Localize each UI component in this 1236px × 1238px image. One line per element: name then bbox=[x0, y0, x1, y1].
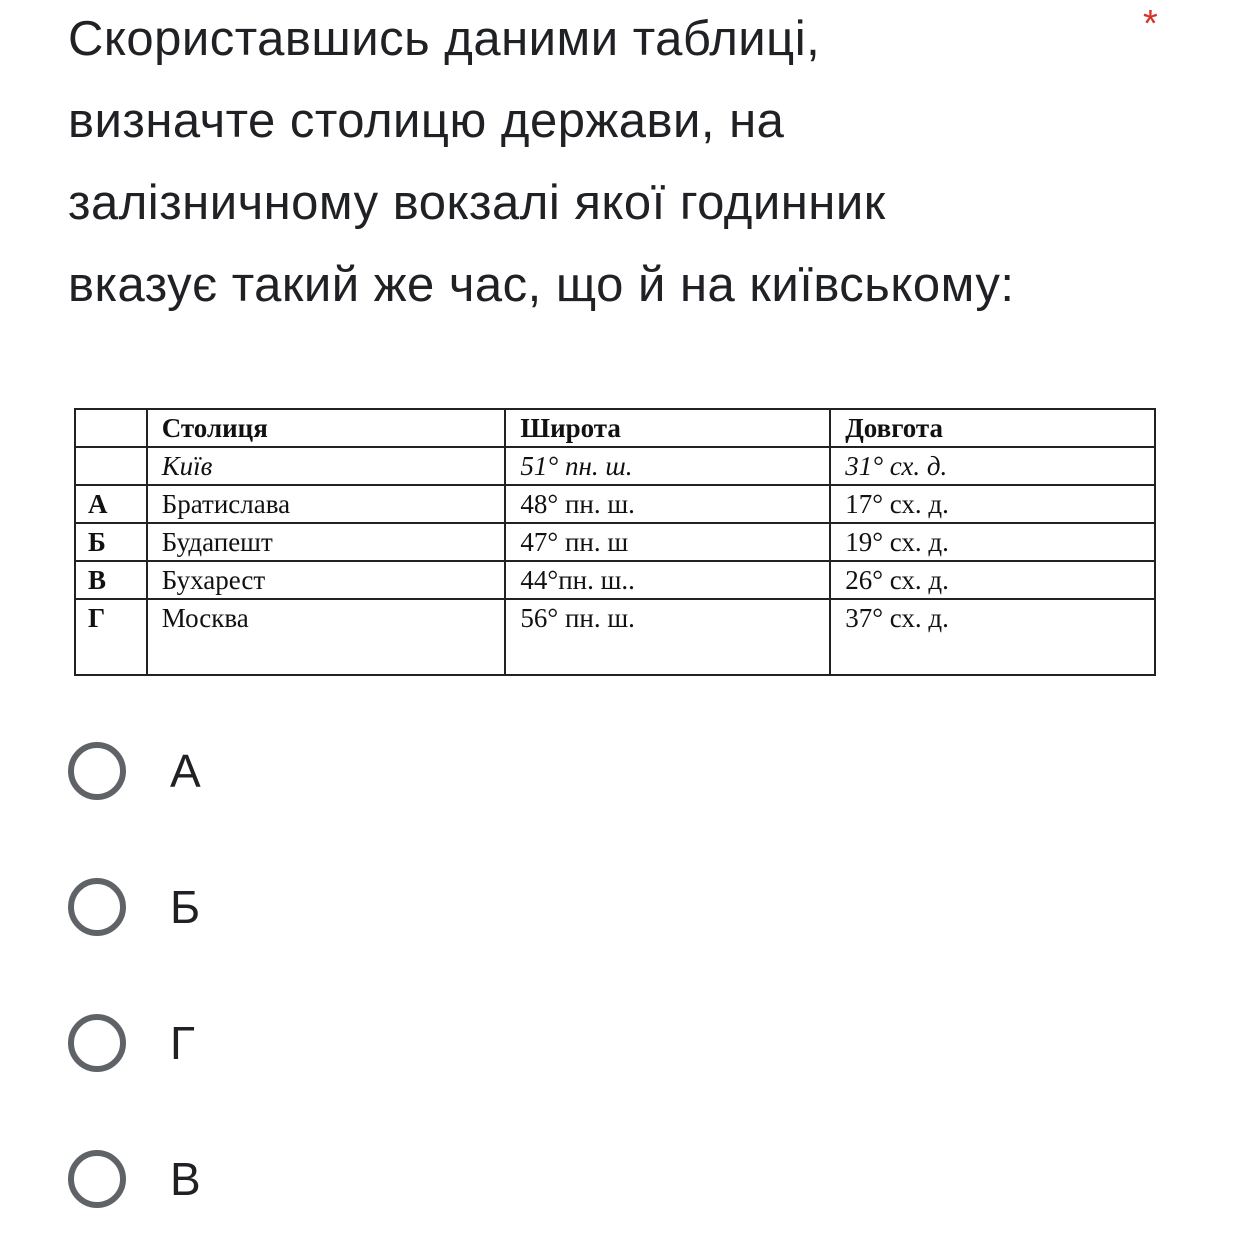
question-line: вказує такий же час, що й на київському: bbox=[68, 258, 1015, 312]
table-cell: 17° сх. д. bbox=[830, 485, 1155, 523]
table-cell: Москва bbox=[147, 599, 506, 675]
option-label: В bbox=[170, 1153, 201, 1205]
table-row bbox=[75, 485, 1155, 523]
table-cell: В bbox=[75, 561, 147, 599]
question-title bbox=[68, 0, 1128, 326]
table-header-cell bbox=[75, 409, 147, 447]
option-b[interactable] bbox=[66, 872, 466, 942]
table-cell: 19° сх. д. bbox=[830, 523, 1155, 561]
table-cell: 48° пн. ш. bbox=[505, 485, 830, 523]
table-row bbox=[75, 599, 1155, 675]
table-cell: Б bbox=[75, 523, 147, 561]
table-header-cell: Довгота bbox=[830, 409, 1155, 447]
table-cell bbox=[75, 447, 147, 485]
option-label: А bbox=[170, 745, 201, 797]
required-asterisk: * bbox=[1143, 3, 1158, 45]
option-label: Г bbox=[170, 1017, 195, 1069]
table-cell: Будапешт bbox=[147, 523, 506, 561]
table-header-cell: Широта bbox=[505, 409, 830, 447]
table-cell: Київ bbox=[147, 447, 506, 485]
table-cell: 56° пн. ш. bbox=[505, 599, 830, 675]
capitals-table bbox=[74, 408, 1156, 676]
radio-button[interactable] bbox=[68, 1150, 126, 1208]
table-header-row bbox=[75, 409, 1155, 447]
option-a[interactable] bbox=[66, 736, 466, 806]
question-line: залізничному вокзалі якої годинник bbox=[68, 176, 886, 230]
radio-button[interactable] bbox=[68, 742, 126, 800]
table-cell: 26° сх. д. bbox=[830, 561, 1155, 599]
table-header-cell: Столиця bbox=[147, 409, 506, 447]
radio-button[interactable] bbox=[68, 878, 126, 936]
table-cell: Г bbox=[75, 599, 147, 675]
question-line: визначте столицю держави, на bbox=[68, 94, 785, 148]
table-cell: А bbox=[75, 485, 147, 523]
radio-button[interactable] bbox=[68, 1014, 126, 1072]
table-cell: 47° пн. ш bbox=[505, 523, 830, 561]
table-cell: 51° пн. ш. bbox=[505, 447, 830, 485]
table-cell: 37° сх. д. bbox=[830, 599, 1155, 675]
table-cell: 31° сх. д. bbox=[830, 447, 1155, 485]
table-row bbox=[75, 523, 1155, 561]
data-table-image bbox=[74, 408, 1156, 678]
table-cell: 44°пн. ш.. bbox=[505, 561, 830, 599]
option-v[interactable] bbox=[66, 1144, 466, 1214]
option-label: Б bbox=[170, 881, 201, 933]
table-row bbox=[75, 447, 1155, 485]
option-g[interactable] bbox=[66, 1008, 466, 1078]
table-cell: Бухарест bbox=[147, 561, 506, 599]
table-cell: Братислава bbox=[147, 485, 506, 523]
table-row bbox=[75, 561, 1155, 599]
question-line: Скориставшись даними таблиці, bbox=[68, 12, 821, 66]
